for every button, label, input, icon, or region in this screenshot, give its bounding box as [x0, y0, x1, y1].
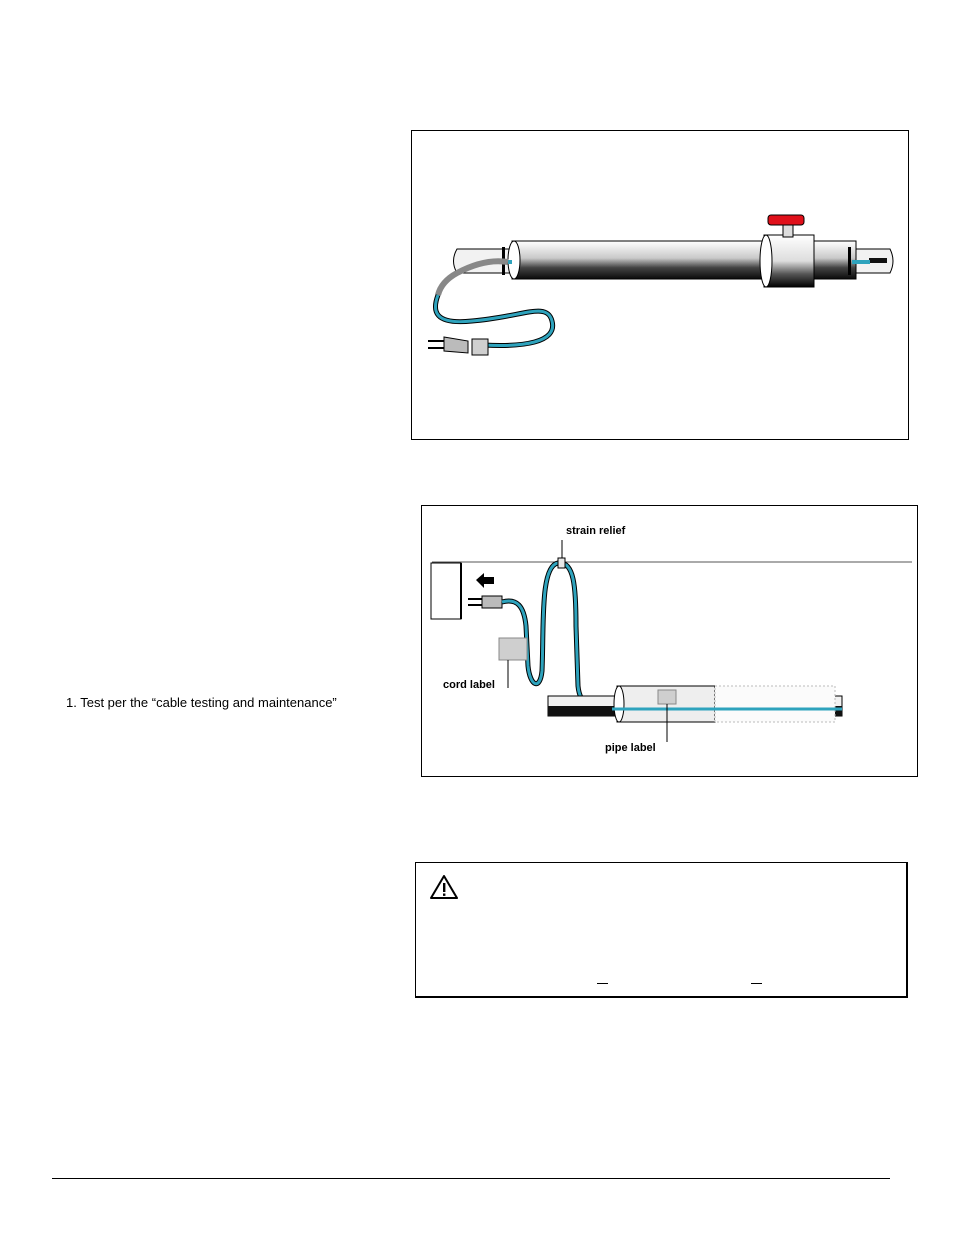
- valve-handle: [768, 215, 804, 225]
- underline-mark: [751, 983, 762, 984]
- warning-box: [415, 862, 908, 998]
- strain-relief-clip: [558, 558, 565, 568]
- cord-label-tag: [499, 638, 527, 660]
- underline-mark: [597, 983, 608, 984]
- outlet-box: [431, 563, 461, 619]
- plug: [444, 337, 468, 353]
- pipe-label-label: pipe label: [605, 742, 656, 754]
- cord-label-tag: [472, 339, 488, 355]
- footer-rule: [52, 1178, 890, 1179]
- strain-relief-label: strain relief: [566, 525, 626, 537]
- figure-pipe-with-heat-cable: [411, 130, 909, 440]
- figure-installation-labels: [421, 505, 918, 777]
- cord-label-label: cord label: [443, 679, 495, 691]
- step-1-text: 1. Test per the “cable testing and maintenance”: [66, 695, 337, 710]
- pipe-cable-illustration: [412, 131, 910, 441]
- pipe-insulation: [512, 241, 772, 279]
- caution-triangle-icon: [428, 873, 468, 903]
- left-arrow-icon: [476, 573, 494, 588]
- pipe-label-tag: [658, 690, 676, 704]
- installation-illustration: [422, 506, 919, 778]
